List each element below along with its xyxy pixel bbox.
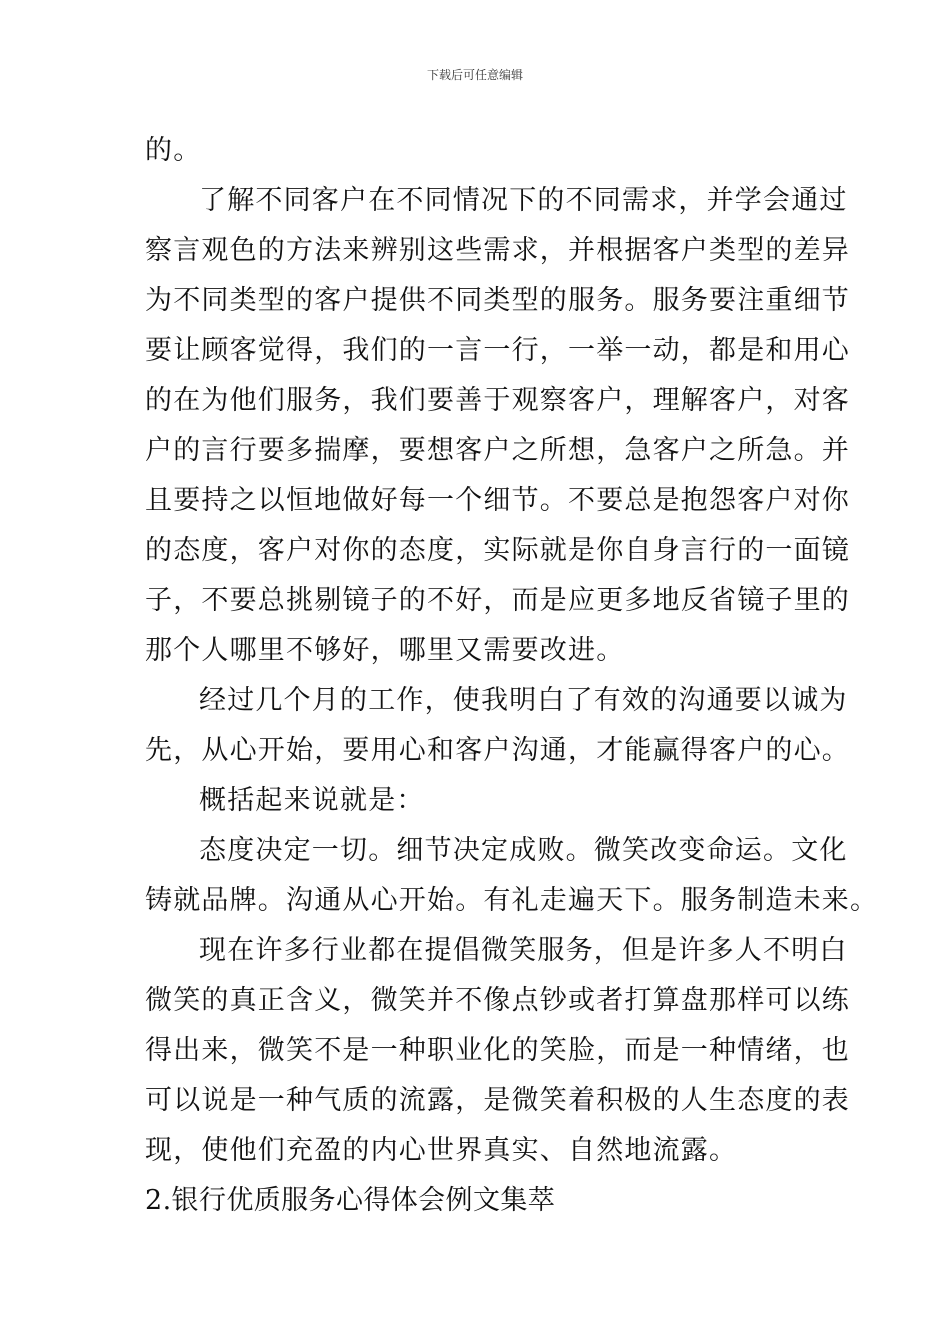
- text-line: 为不同类型的客户提供不同类型的服务。服务要注重细节: [145, 285, 850, 316]
- text-line: 铸就品牌。沟通从心开始。有礼走遍天下。服务制造未来。: [145, 885, 879, 916]
- text-line: 且要持之以恒地做好每一个细节。不要总是抱怨客户对你: [145, 485, 850, 516]
- text-line: 那个人哪里不够好，哪里又需要改进。: [145, 635, 625, 666]
- text-line: 概括起来说就是：: [199, 785, 425, 816]
- text-line: 微笑的真正含义，微笑并不像点钞或者打算盘那样可以练: [145, 985, 850, 1016]
- text-line: 经过几个月的工作，使我明白了有效的沟通要以诚为: [199, 685, 848, 716]
- section-heading: 2.银行优质服务心得体会例文集萃: [145, 1185, 556, 1216]
- text-line: 要让顾客觉得，我们的一言一行，一举一动，都是和用心: [145, 335, 850, 366]
- text-line: 可以说是一种气质的流露，是微笑着积极的人生态度的表: [145, 1085, 850, 1116]
- text-line: 现在许多行业都在提倡微笑服务，但是许多人不明白: [199, 935, 848, 966]
- text-line: 户的言行要多揣摩，要想客户之所想，急客户之所急。并: [145, 435, 850, 466]
- text-line: 的。: [145, 135, 202, 166]
- text-line: 察言观色的方法来辨别这些需求，并根据客户类型的差异: [145, 235, 850, 266]
- text-line: 现，使他们充盈的内心世界真实、自然地流露。: [145, 1135, 738, 1166]
- text-line: 先，从心开始，要用心和客户沟通，才能赢得客户的心。: [145, 735, 850, 766]
- text-line: 态度决定一切。细节决定成败。微笑改变命运。文化: [199, 835, 848, 866]
- text-line: 子，不要总挑剔镜子的不好，而是应更多地反省镜子里的: [145, 585, 850, 616]
- text-line: 的在为他们服务，我们要善于观察客户，理解客户，对客: [145, 385, 850, 416]
- page-header: 下载后可任意编辑: [426, 68, 523, 82]
- text-line: 得出来，微笑不是一种职业化的笑脸，而是一种情绪，也: [145, 1035, 850, 1066]
- text-line: 了解不同客户在不同情况下的不同需求，并学会通过: [199, 185, 848, 216]
- document-body: [145, 126, 879, 1226]
- text-line: 的态度，客户对你的态度，实际就是你自身言行的一面镜: [145, 535, 850, 566]
